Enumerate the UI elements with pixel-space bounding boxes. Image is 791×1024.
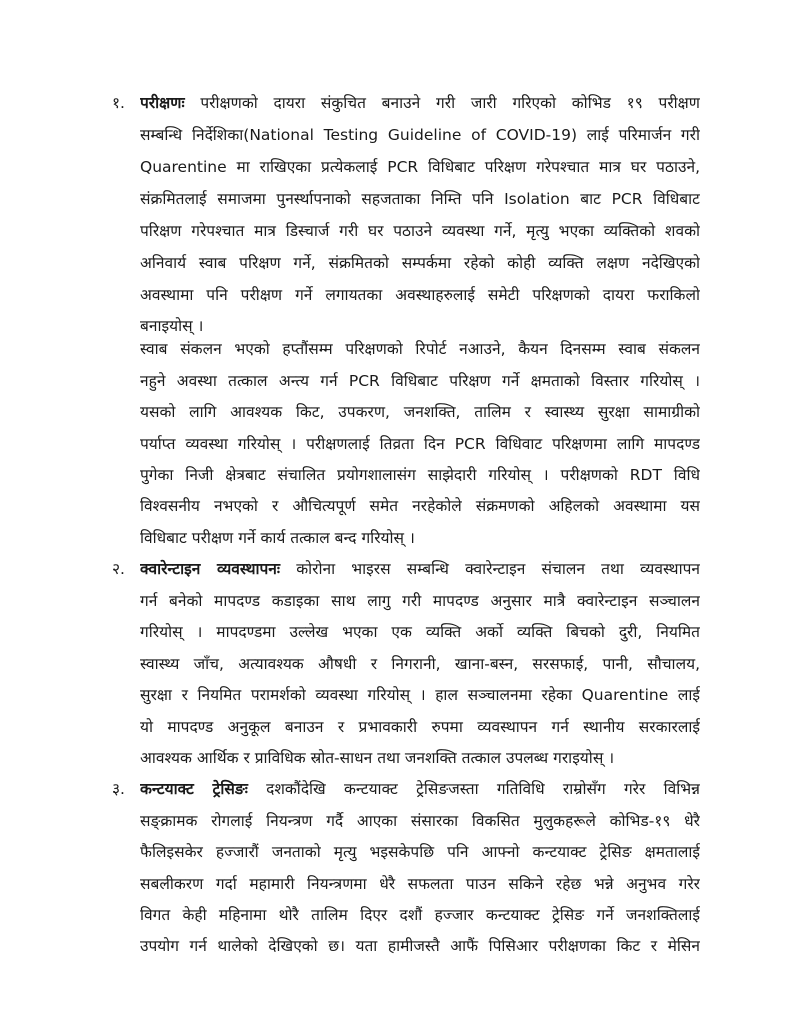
text-line: सङ्क्रामक रोगलाई नियन्त्रण गर्दै आएका संसारका विकसित मुलुकहरूले कोभिड-१९ धेरै [140,812,700,830]
text-line [140,88,700,118]
text-line: संक्रमितलाई समाजमा पुनर्स्थापनाको सहजताका निम्ति पनि Isolation बाट PCR विधिबाट [140,190,700,208]
text-line: उपयोग गर्न थालेको देखिएको छ। यता हामीजस्तै आफैं पिसिआर परीक्षणका किट र मेसिन [140,937,700,955]
text-line: परिक्षण गरेपश्चात मात्र डिस्चार्ज गरी घर पठाउने व्यवस्था गर्ने, मृत्यु भएका व्यक्तिको शवको [140,222,700,240]
section-heading: क्वारेन्टाइन व्यवस्थापनः [140,560,281,578]
text-line: स्वास्थ्य जाँच, अत्यावश्यक औषधी र निगरानी, खाना-बस्न, सरसफाई, पानी, सौचालय, [140,655,700,673]
text-line-content: परीक्षणको दायरा संकुचित बनाउने गरी जारी गरिएको कोभिड १९ परीक्षण [200,94,700,112]
text-line: सबलीकरण गर्दा महामारी नियन्त्रणमा धेरै सफलता पाउन सकिने रहेछ भन्ने अनुभव गरेर [140,875,700,893]
text-line [140,554,700,584]
section-heading: कन्टयाक्ट ट्रेसिङः [140,780,248,798]
text-line: विश्वसनीय नभएको र औचित्यपूर्ण समेत नरहेकोले संक्रमणको अहिलको अवस्थामा यस [140,497,700,515]
text-line-content: कोरोना भाइरस सम्बन्धि क्वारेन्टाइन संचालन तथा व्यवस्थापन [296,560,700,578]
text-line: सुरक्षा र नियमित परामर्शको व्यवस्था गरियोस् । हाल सञ्चालनमा रहेका Quarentine लाई [140,686,700,704]
text-line: विधिबाट परीक्षण गर्ने कार्य तत्काल बन्द गरियोस् । [140,529,415,547]
section-heading: परीक्षणः [140,94,185,112]
text-line: सम्बन्धि निर्देशिका(National Testing Guideline of COVID-19) लाई परिमार्जन गरी [140,126,700,144]
text-line-content: दशकौंदेखि कन्टयाक्ट ट्रेसिङजस्ता गतिविधि राम्रोसँग गरेर विभिन्न [266,780,700,798]
text-line: पुगेका निजी क्षेत्रबाट संचालित प्रयोगशालासंग साझेदारी गरियोस् । परीक्षणको RDT विधि [140,466,700,484]
text-line: आवश्यक आर्थिक र प्राविधिक स्रोत-साधन तथा जनशक्ति तत्काल उपलब्ध गराइयोस् । [140,749,615,767]
text-line: फैलिइसकेर हज्जारौं जनताको मृत्यु भइसकेपछि पनि आफ्नो कन्टयाक्ट ट्रेसिङ क्षमतालाई [140,843,700,861]
text-line: बनाइयोस् । [140,317,204,335]
text-line: Quarentine मा राखिएका प्रत्येकलाई PCR विधिबाट परिक्षण गरेपश्चात मात्र घर पठाउने, [140,158,700,176]
text-line: यसको लागि आवश्यक किट, उपकरण, जनशक्ति, तालिम र स्वास्थ्य सुरक्षा सामाग्रीको [140,403,700,421]
text-line: अवस्थामा पनि परीक्षण गर्ने लगायतका अवस्थाहरुलाई समेटी परिक्षणको दायरा फराकिलो [140,286,700,304]
text-line: नहुने अवस्था तत्काल अन्त्य गर्न PCR विधिबाट परिक्षण गर्ने क्षमताको विस्तार गरियोस् । [140,372,700,390]
text-line: गर्न बनेको मापदण्ड कडाइका साथ लागु गरी मापदण्ड अनुसार मात्रै क्वारेन्टाइन सञ्चालन [140,592,700,610]
text-line: स्वाब संकलन भएको हप्तौंसम्म परिक्षणको रिपोर्ट नआउने, कैयन दिनसम्म स्वाब संकलन [140,340,700,358]
section-number: १. [112,94,125,112]
text-line: अनिवार्य स्वाब परिक्षण गर्ने, संक्रमितको सम्पर्कमा रहेको कोही व्यक्ति लक्षण नदेखिएको [140,254,700,272]
section-number: ३. [112,780,125,798]
text-line [140,774,700,804]
text-line: गरियोस् । मापदण्डमा उल्लेख भएका एक व्यक्ति अर्को व्यक्ति बिचको दुरी, नियमित [140,623,700,641]
text-line: विगत केही महिनामा थोरै तालिम दिएर दशौं हज्जार कन्टयाक्ट ट्रेसिङ गर्ने जनशक्तिलाई [140,906,700,924]
text-line: पर्याप्त व्यवस्था गरियोस् । परीक्षणलाई तिव्रता दिन PCR विधिवाट परिक्षणमा लागि मापदण्ड [140,435,700,453]
section-number: २. [112,560,125,578]
text-line: यो मापदण्ड अनुकूल बनाउन र प्रभावकारी रुपमा व्यवस्थापन गर्न स्थानीय सरकारलाई [140,718,700,736]
